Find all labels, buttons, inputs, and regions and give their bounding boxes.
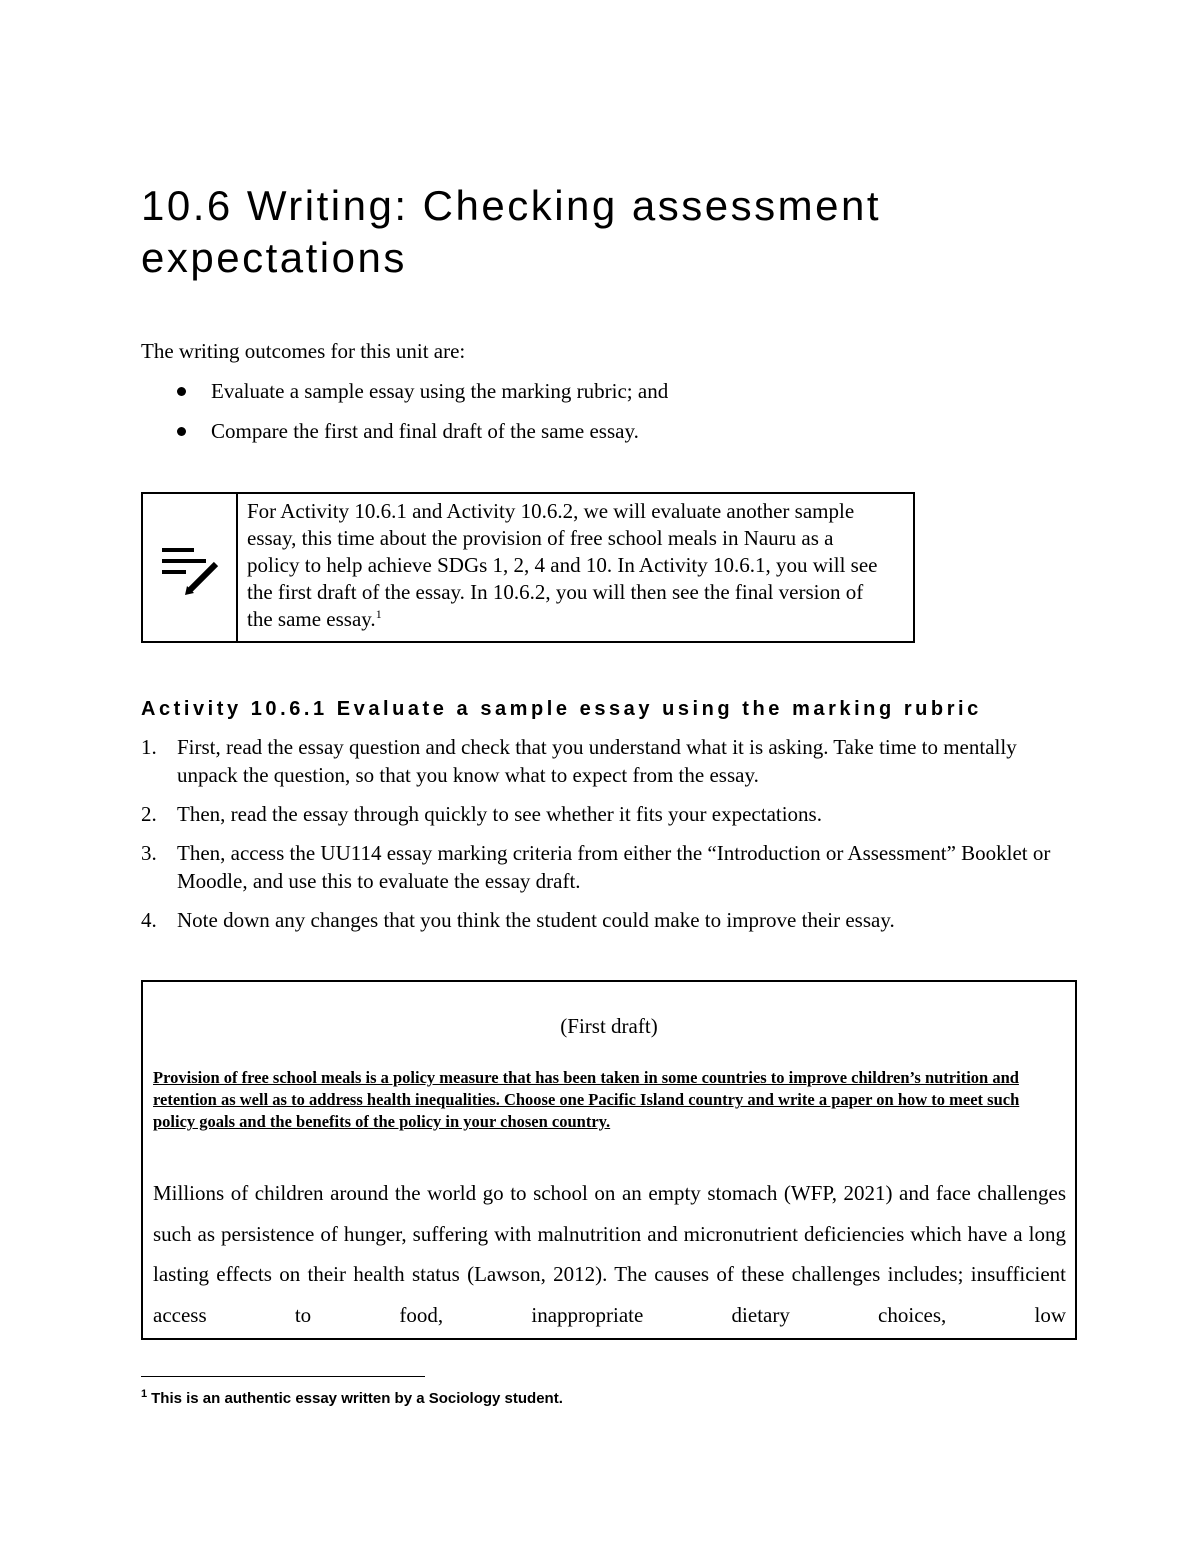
step-number: 3. xyxy=(141,841,157,865)
footnote-divider xyxy=(141,1376,425,1377)
bullet-icon xyxy=(177,387,186,396)
step-text: Then, read the essay through quickly to see whether it fits your expectations. xyxy=(177,802,822,826)
activity-heading: Activity 10.6.1 Evaluate a sample essay using the marking rubric xyxy=(141,698,982,720)
draft-label: (First draft) xyxy=(560,1014,658,1038)
page-title: 10.6 Writing: Checking assessment expectations xyxy=(141,182,882,281)
step-text: First, read the essay question and check that you understand what it is asking. Take time to mentally unpack the question, so that you know what to expect from the essay. xyxy=(177,735,1017,787)
list-item xyxy=(141,733,1061,789)
list-item xyxy=(141,839,1061,895)
list-item xyxy=(141,800,1061,828)
info-box xyxy=(141,492,915,643)
outcomes-intro: The writing outcomes for this unit are: xyxy=(141,339,466,363)
info-icon-cell xyxy=(143,494,238,641)
bullet-icon xyxy=(177,427,186,436)
info-text xyxy=(247,498,887,633)
pencil-edit-icon xyxy=(160,546,222,596)
info-text-body: For Activity 10.6.1 and Activity 10.6.2, we will evaluate another sample essay, this time about the provision of free school meals in Nauru as a policy to help achieve SDGs 1, 2, 4 and 10. In Activity 10.6.1, you will see the first draft of the essay. In 10.6.2, you will then see the final version of the same essay. xyxy=(247,499,878,631)
outcome-text: Evaluate a sample essay using the marking rubric; and xyxy=(211,379,669,403)
list-item xyxy=(141,906,1061,934)
step-number: 1. xyxy=(141,735,157,759)
outcome-text: Compare the first and final draft of the same essay. xyxy=(211,419,639,443)
footnote xyxy=(141,1389,563,1409)
step-text: Note down any changes that you think the student could make to improve their essay. xyxy=(177,908,895,932)
footnote-marker: 1 xyxy=(141,1388,148,1400)
outcomes-list xyxy=(141,377,668,457)
steps-list xyxy=(141,733,1061,945)
step-number: 4. xyxy=(141,908,157,932)
step-number: 2. xyxy=(141,802,157,826)
step-text: Then, access the UU114 essay marking criteria from either the “Introduction or Assessment” Booklet or Moodle, and use this to evaluate the essay draft. xyxy=(177,841,1051,893)
draft-box xyxy=(141,980,1077,1340)
list-item xyxy=(141,417,668,445)
essay-question: Provision of free school meals is a policy measure that has been taken in some countries to improve children’s nutrition and retention as well as to address health inequalities. Choose one Pacific Island country and write a paper on how to meet such policy goals and the benefits of the policy in your chosen country. xyxy=(153,1068,1020,1131)
list-item xyxy=(141,377,668,405)
footnote-text: This is an authentic essay written by a Sociology student. xyxy=(151,1390,563,1407)
footnote-ref: 1 xyxy=(375,607,382,621)
essay-body: Millions of children around the world go to school on an empty stomach (WFP, 2021) and face challenges such as persistence of hunger, suffering with malnutrition and micronutrient deficiencies which have a long lasting effects on their health status (Lawson, 2012). The causes of these challenges includes; insufficient access to food, inappropriate dietary choices, low xyxy=(153,1181,1066,1328)
